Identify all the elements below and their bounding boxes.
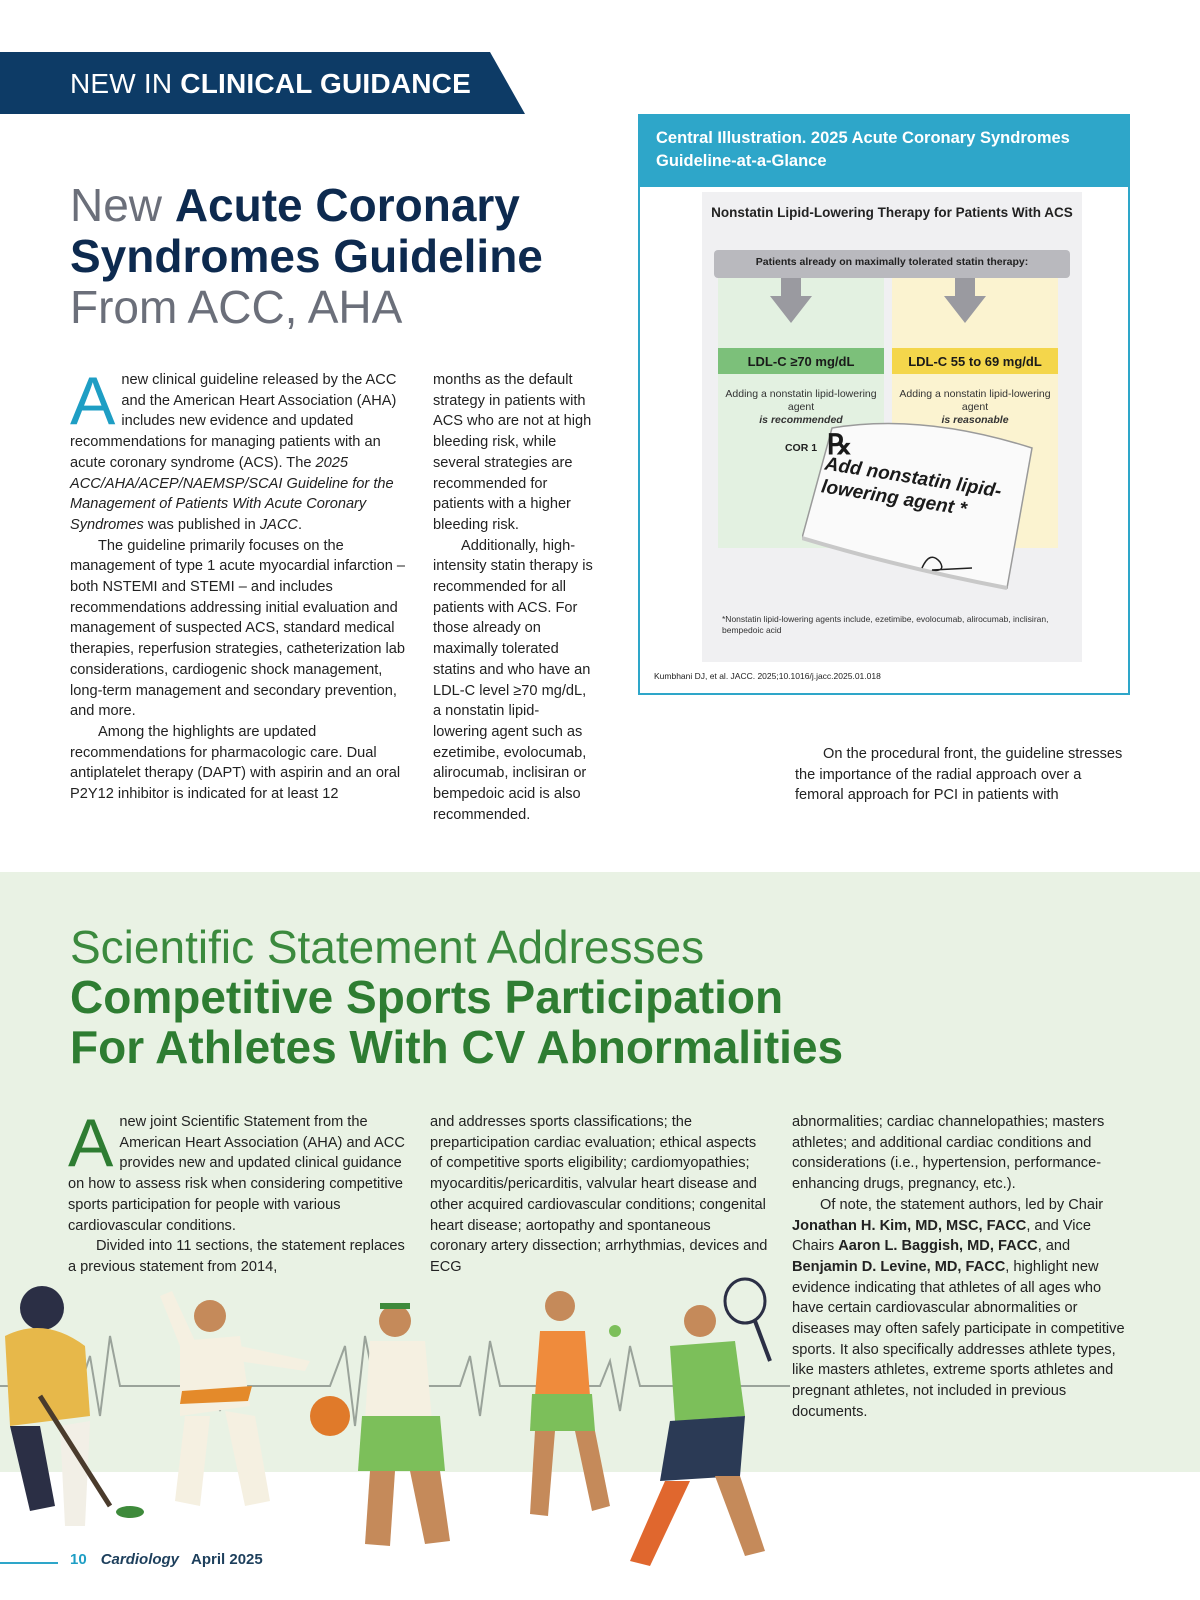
- patients-bar-label: Patients already on maximally tolerated statin therapy:: [755, 256, 1029, 268]
- left-recommendation: Adding a nonstatin lipid-lowering agent is recommended: [725, 388, 877, 426]
- hockey-player: [5, 1286, 144, 1526]
- down-arrows: [702, 278, 1082, 348]
- karate-athlete: [160, 1291, 310, 1506]
- figure-credit: Kumbhani DJ, et al. JACC. 2025;10.1016/j.jacc.2025.01.018: [654, 671, 881, 681]
- section-banner-label: NEW IN CLINICAL GUIDANCE: [70, 68, 471, 99]
- rx-icon: ℞: [827, 429, 853, 460]
- issue-date: April 2025: [191, 1551, 263, 1568]
- ldl-55-69-label: LDL-C 55 to 69 mg/dL: [908, 354, 1042, 369]
- page-number: 10: [70, 1551, 87, 1568]
- article-paragraph: The guideline primarily focuses on the management of type 1 acute myocardial infarction – both NSTEMI and STEMI – and includes recommendations addressing initial evaluation and management of suspected ACS, standard medical therapies, reperfusion strategies, catheterization lab considerations, cardiogenic shock management, long-term management and secondary prevention, and more.: [70, 537, 406, 720]
- article-column-2: [433, 370, 593, 825]
- article-paragraph: On the procedural front, the guideline stresses the importance of the radial approach over a femoral approach for PCI in patients with: [795, 746, 1123, 804]
- article-paragraph: Of note, the statement authors, led by Chair Jonathan H. Kim, MD, MSC, FACC, and Vice Chairs Aaron L. Baggish, MD, FACC, and Benjamin D. Levine, MD, FACC, highlight new evidence indicating that athletes of all ages who have certain cardiovascular abnormalities or diseases may often safely participate in competitive sports. It also specifically addresses athlete types, like masters athletes, extreme sports athletes and pregnant athletes, not included in previous documents.: [792, 1196, 1125, 1420]
- figure-panel: [702, 192, 1082, 662]
- article-2-column-1: [68, 1105, 408, 1278]
- panel-title: Nonstatin Lipid-Lowering Therapy for Patients With ACS: [711, 205, 1073, 220]
- article-title: New Acute Coronary Syndromes Guideline From ACC, AHA: [70, 179, 543, 333]
- article-2-title: Scientific Statement Addresses Competitive Sports Participation For Athletes With CV Abnormalities: [70, 921, 844, 1073]
- article-paragraph: months as the default strategy in patients with ACS who are not at high bleeding risk, while several strategies are recommended for patients with a higher bleeding risk.: [433, 372, 592, 533]
- central-illustration: [638, 114, 1130, 695]
- runner-athlete: [530, 1291, 610, 1516]
- magazine-name: Cardiology: [100, 1551, 180, 1568]
- athletes-illustration: [0, 1276, 790, 1576]
- article-paragraph: Additionally, high-intensity statin therapy is recommended for all patients with ACS. For those already on maximally tolerated statins and who have an LDL-C level ≥70 mg/dL, a nonstatin lipid-lowering agent such as ezetimibe, evolocumab, alirocumab, inclisiran or bempedoic acid is also recommended.: [433, 537, 593, 823]
- drop-cap: A: [68, 1105, 114, 1181]
- article-column-1: [70, 363, 408, 805]
- footer-rule: [0, 1562, 58, 1564]
- article-column-3: [795, 744, 1125, 806]
- article-paragraph: Anew joint Scientific Statement from the American Heart Association (AHA) and ACC provides new and updated clinical guidance on how to assess risk when considering competitive sports participation for people with various cardiovascular conditions.: [68, 1105, 405, 1234]
- article-paragraph: Among the highlights are updated recommendations for pharmacologic care. Dual antiplatelet therapy (DAPT) with aspirin and an oral P2Y12 inhibitor is indicated for at least 12: [70, 723, 401, 803]
- article-paragraph: and addresses sports classifications; the preparticipation cardiac evaluation; ethical aspects of competitive sports eligibility; cardiomyopathies; myocarditis/pericarditis, valvular heart disease and other acquired cardiovascular conditions; congenital heart disease; aortopathy and spontaneous coronary artery dissection; arrhythmias, devices and ECG: [430, 1114, 768, 1275]
- article-paragraph: Anew clinical guideline released by the ACC and the American Heart Association (AHA) includes new evidence and updated recommendations for managing patients with an acute coronary syndrome (ACS). The 2025 ACC/AHA/ACEP/NAEMSP/SCAI Guideline for the Management of Patients With Acute Coronary Syndromes was published in JACC.: [70, 363, 397, 533]
- article-2-column-3: [792, 1112, 1130, 1423]
- page-footer: [70, 1551, 263, 1568]
- article-paragraph: abnormalities; cardiac channelopathies; masters athletes; and additional cardiac conditions and considerations (i.e., hypertension, performance-enhancing drugs, pregnancy, etc.).: [792, 1114, 1105, 1193]
- left-cor: COR 1: [784, 442, 818, 454]
- article-paragraph: Divided into 11 sections, the statement replaces a previous statement from 2014,: [68, 1238, 405, 1275]
- figure-title: Central Illustration. 2025 Acute Coronary Syndromes Guideline-at-a-Glance: [656, 129, 1070, 170]
- article-2-column-2: [430, 1112, 768, 1278]
- drop-cap: A: [70, 363, 116, 439]
- prescription-text: Add nonstatin lipid-lowering agent *: [819, 453, 1003, 521]
- right-recommendation: Adding a nonstatin lipid-lowering agent is reasonable: [899, 388, 1051, 426]
- tennis-athlete: [609, 1279, 770, 1566]
- ldl-70-label: LDL-C ≥70 mg/dL: [747, 354, 855, 369]
- figure-footnote: *Nonstatin lipid-lowering agents include, ezetimibe, evolocumab, alirocumab, inclisiran, bempedoic acid: [722, 614, 1049, 635]
- basketball-athlete: [310, 1303, 450, 1546]
